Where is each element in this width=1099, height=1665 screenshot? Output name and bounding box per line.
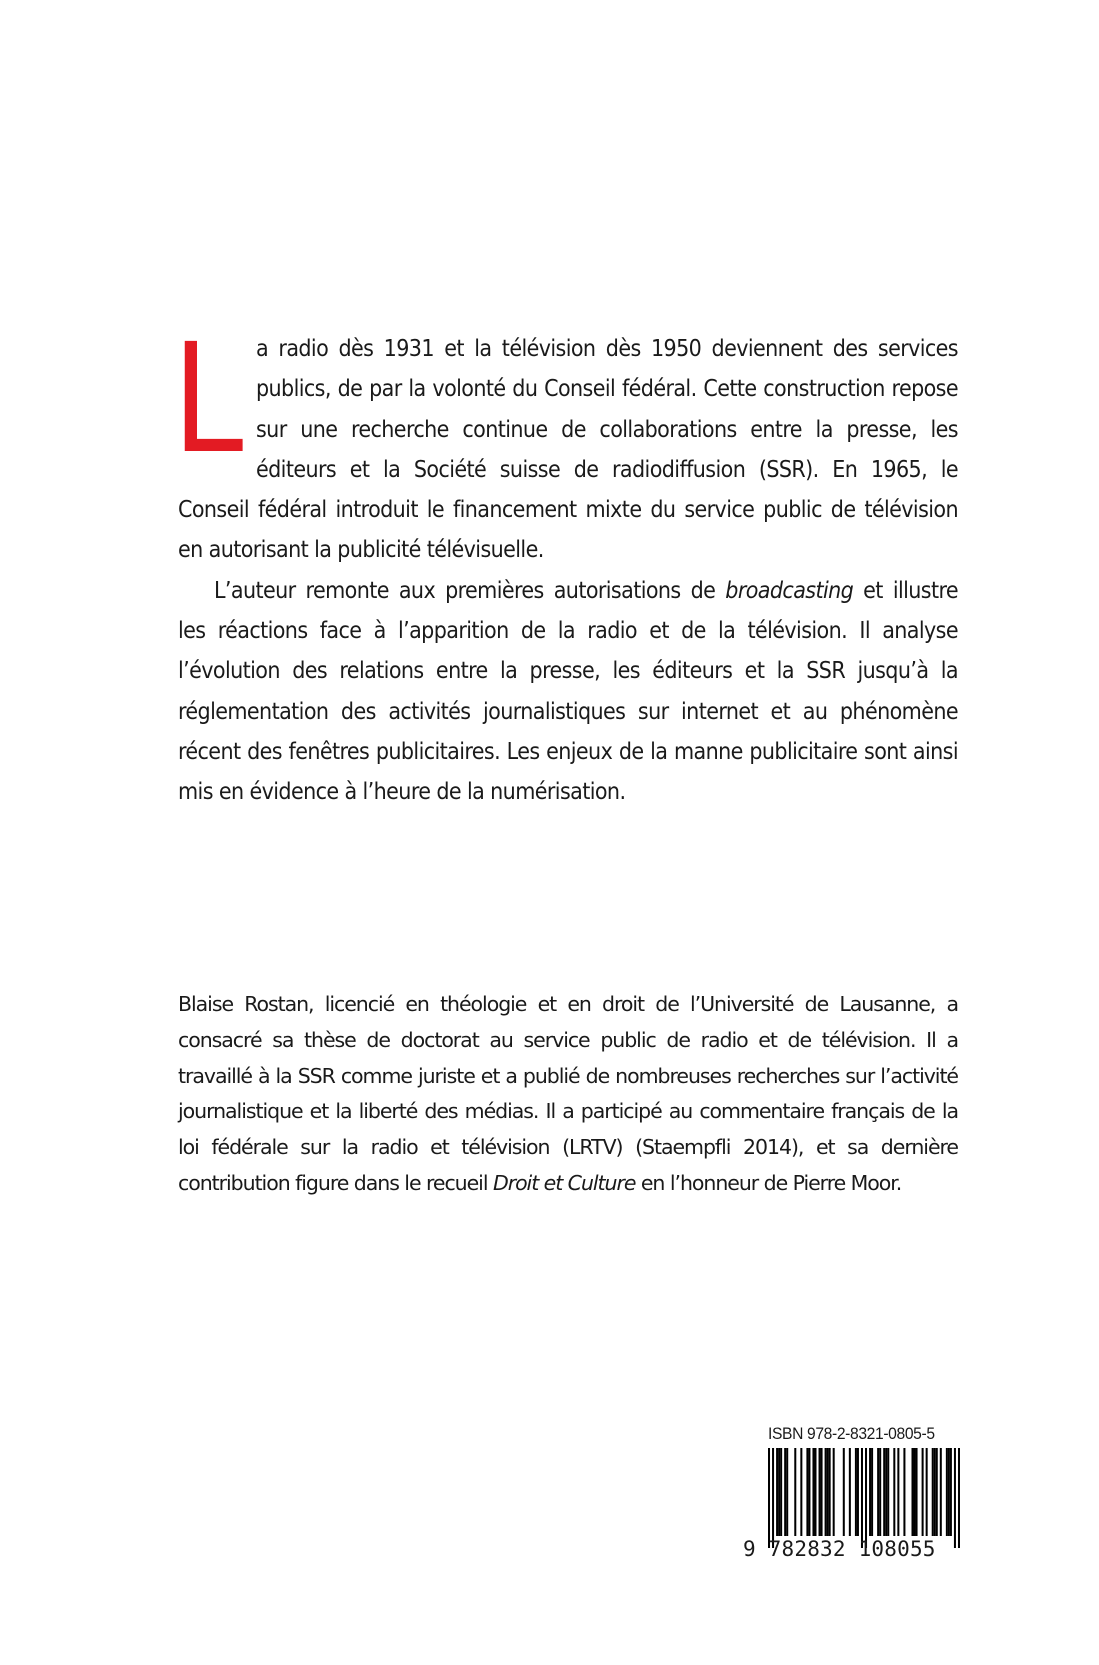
isbn-barcode-digits: 9 782832 108055 [743,1537,936,1561]
barcode-bar [950,1448,952,1536]
barcode-bar [946,1448,948,1536]
barcode-bar [814,1448,816,1536]
barcode-bar [887,1448,889,1536]
isbn-label: ISBN 978-2-8321-0805-5 [768,1424,935,1443]
barcode-bar [772,1448,774,1548]
barcode-bar [914,1448,916,1536]
barcode-bar [786,1448,788,1536]
barcode-bar [843,1448,845,1536]
barcode-bar [857,1448,859,1536]
blurb-paragraph-1 [174,306,958,571]
back-cover-blurb [174,306,959,813]
barcode-bar [780,1448,782,1536]
author-bio [178,987,958,1202]
barcode-bar [833,1448,835,1536]
barcode-bar [869,1448,871,1536]
barcode-bar [812,1448,814,1536]
author-bio-start: Blaise Rostan, licencié en théologie et en droit de l’Université de Lausanne, a consacré sa thèse de doctorat au service public de radio et de télévision. Il a travaillé à la SSR comme juriste et a publié de nombreuses recherches sur l’activité journalistique et la liberté des médias. Il a participé au commentaire français de la loi fédérale sur la radio et télévision (LRTV) (Staempfli 2014), et sa dernière contribution figure dans le recueil [178,992,958,1195]
barcode-bar [778,1448,780,1536]
barcode-bar [958,1448,960,1548]
barcode-bar [877,1448,879,1536]
barcode-bar [806,1448,808,1536]
barcode-bar [883,1448,885,1536]
barcode-bar [784,1448,786,1536]
barcode-bar [794,1448,796,1536]
drop-cap-letter: L [174,306,247,485]
barcode-bar [934,1448,936,1536]
blurb-paragraph-2 [178,571,958,813]
barcode-bar [948,1448,950,1536]
author-bio-paragraph [178,987,958,1202]
barcode-bar [865,1448,867,1548]
barcode-bar [849,1448,851,1536]
barcode-bar [936,1448,938,1536]
barcode-bar [879,1448,881,1536]
barcode-bar [922,1448,924,1536]
barcode-bar [940,1448,942,1536]
barcode-bar [911,1448,913,1536]
barcode-bar [827,1448,829,1536]
barcode-bar [768,1448,770,1548]
barcode-bar [954,1448,956,1548]
barcode-bar [821,1448,823,1536]
barcode-bar [825,1448,827,1536]
barcode-bar [903,1448,905,1536]
barcode-bar [885,1448,887,1536]
barcode-bar [932,1448,934,1536]
barcode-bar [871,1448,873,1536]
isbn-barcode-block [743,1424,960,1564]
barcode-bar [916,1448,918,1536]
barcode-bar [808,1448,810,1536]
barcode-icon [768,1448,960,1548]
barcode-bar [897,1448,899,1536]
blurb-paragraph-1-text: a radio dès 1931 et la télévision dès 1950 deviennent des services publics, de par la volonté du Conseil fédéral. Cette construction repose sur une recherche continue de collaborations entre la presse, les éditeurs et la Société suisse de radiodiffusion (SSR). En 1965, le Conseil fédéral introduit le financement mixte du service public de télévision en autorisant la publicité télévisuelle. [178,336,958,564]
barcode-bar [819,1448,821,1536]
barcode-bar [776,1448,778,1536]
blurb-italic-term: broadcasting [725,577,854,604]
barcode-bar [829,1448,831,1536]
blurb-paragraph-2-start: L’auteur remonte aux premières autorisations de [214,577,726,604]
blurb-paragraph-2-end: et illustre les réactions face à l’apparition de la radio et de la télévision. Il analyse l’évolution des relations entre la presse, les éditeurs et la SSR jusqu’à la réglementation des activités journalistiques sur internet et au phénomène récent des fenêtres publicitaires. Les enjeux de la manne publicitaire sont ainsi mis en évidence à l’heure de la numérisation. [178,577,959,806]
barcode-bar [800,1448,802,1536]
barcode-bar [855,1448,857,1536]
author-bio-italic-title: Droit et Culture [492,1170,636,1195]
author-bio-end: en l’honneur de Pierre Moor. [635,1170,902,1195]
barcode-bar [861,1448,863,1548]
barcode-bar [893,1448,895,1536]
barcode-bar [926,1448,928,1536]
